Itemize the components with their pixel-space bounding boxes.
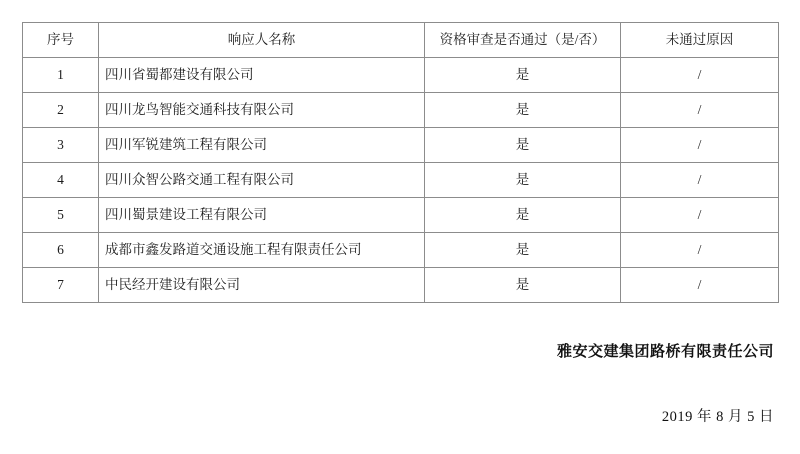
- cell-reason: /: [621, 163, 779, 198]
- cell-pass: 是: [425, 233, 621, 268]
- qualification-review-table-container: [22, 22, 778, 303]
- cell-index: 1: [23, 58, 99, 93]
- cell-pass: 是: [425, 128, 621, 163]
- column-header-pass: 资格审查是否通过（是/否）: [425, 23, 621, 58]
- table-row: [23, 233, 779, 268]
- column-header-reason: 未通过原因: [621, 23, 779, 58]
- cell-reason: /: [621, 233, 779, 268]
- cell-pass: 是: [425, 93, 621, 128]
- cell-reason: /: [621, 93, 779, 128]
- cell-index: 5: [23, 198, 99, 233]
- cell-index: 2: [23, 93, 99, 128]
- cell-index: 6: [23, 233, 99, 268]
- table-header: [23, 23, 779, 58]
- table-row: [23, 268, 779, 303]
- table-row: [23, 128, 779, 163]
- cell-name: 四川蜀景建设工程有限公司: [99, 198, 425, 233]
- cell-name: 四川龙鸟智能交通科技有限公司: [99, 93, 425, 128]
- cell-index: 4: [23, 163, 99, 198]
- cell-pass: 是: [425, 268, 621, 303]
- document-date: 2019 年 8 月 5 日: [661, 409, 774, 425]
- table-row: [23, 198, 779, 233]
- cell-name: 中民经开建设有限公司: [99, 268, 425, 303]
- column-header-name: 响应人名称: [99, 23, 425, 58]
- column-header-index: 序号: [23, 23, 99, 58]
- table-row: [23, 93, 779, 128]
- cell-index: 3: [23, 128, 99, 163]
- cell-pass: 是: [425, 58, 621, 93]
- cell-reason: /: [621, 128, 779, 163]
- cell-reason: /: [621, 58, 779, 93]
- cell-name: 四川军锐建筑工程有限公司: [99, 128, 425, 163]
- table-body: [23, 58, 779, 303]
- cell-name: 四川省蜀都建设有限公司: [99, 58, 425, 93]
- cell-reason: /: [621, 268, 779, 303]
- cell-pass: 是: [425, 163, 621, 198]
- table-header-row: [23, 23, 779, 58]
- table-row: [23, 163, 779, 198]
- cell-name: 四川众智公路交通工程有限公司: [99, 163, 425, 198]
- cell-index: 7: [23, 268, 99, 303]
- cell-name: 成都市鑫发路道交通设施工程有限责任公司: [99, 233, 425, 268]
- company-signature: 雅安交建集团路桥有限责任公司: [556, 344, 774, 360]
- cell-pass: 是: [425, 198, 621, 233]
- cell-reason: /: [621, 198, 779, 233]
- table-row: [23, 58, 779, 93]
- qualification-review-table: [22, 22, 779, 303]
